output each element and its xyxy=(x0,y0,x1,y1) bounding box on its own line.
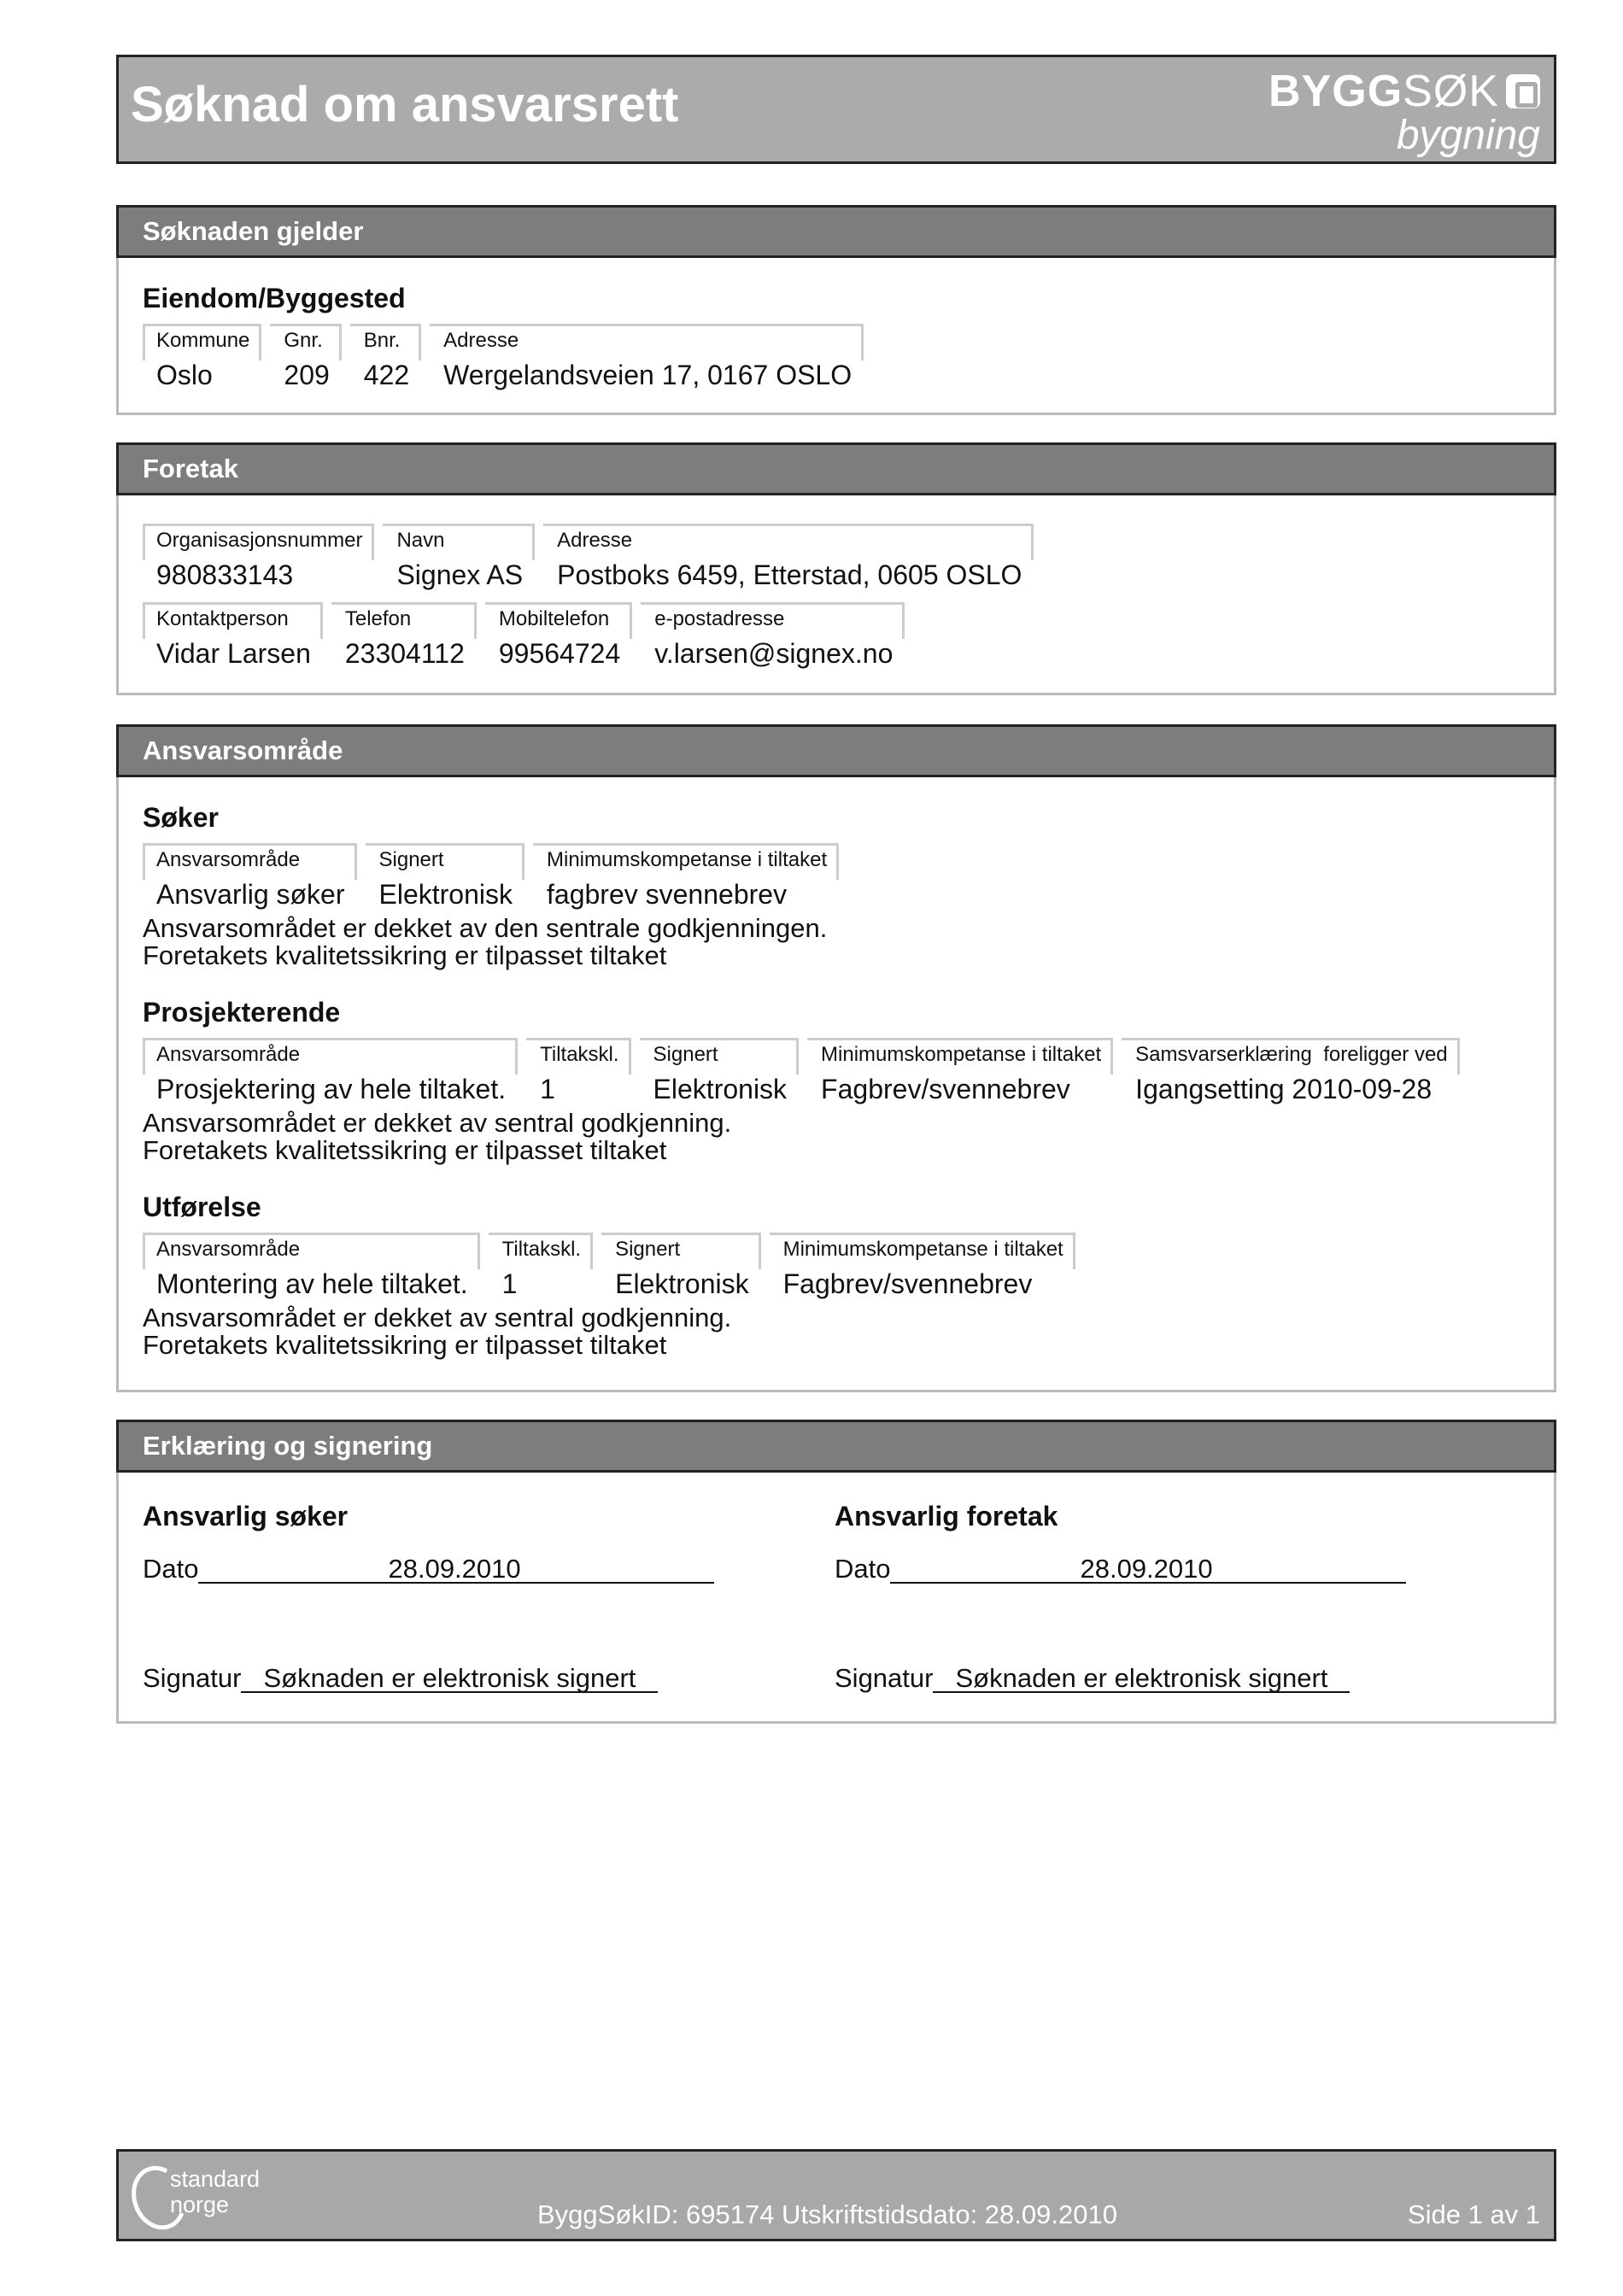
field-tiltakskl xyxy=(489,1233,593,1301)
field-adresse xyxy=(430,324,864,392)
byggsok-icon xyxy=(1506,74,1540,108)
field-label: Adresse xyxy=(557,529,633,552)
field-label: Mobiltelefon xyxy=(498,607,610,630)
field-kontaktperson xyxy=(143,602,323,671)
document-title: Søknad om ansvarsrett xyxy=(131,77,679,132)
field-label: Navn xyxy=(396,529,445,552)
field-value: Signex AS xyxy=(396,559,524,590)
field-label: Tiltakskl. xyxy=(540,1043,619,1066)
foretak-row-2 xyxy=(143,602,905,671)
field-ansvarsomrade xyxy=(143,1038,518,1106)
field-value: Ansvarlig søker xyxy=(156,879,345,910)
field-tiltakskl xyxy=(526,1038,630,1106)
field-label: e-postadresse xyxy=(654,607,785,630)
field-label: Adresse xyxy=(443,329,519,352)
soker-note-2: Foretakets kvalitetssikring er tilpasset tiltaket xyxy=(143,940,667,970)
field-value: 23304112 xyxy=(344,638,465,669)
field-label: Ansvarsområde xyxy=(156,848,301,871)
field-kommune xyxy=(143,324,261,392)
field-label: Samsvarserklæring foreligger ved xyxy=(1135,1043,1448,1066)
field-value: Fagbrev/svennebrev xyxy=(782,1268,1033,1299)
field-label: Kontaktperson xyxy=(156,607,289,630)
dato-value xyxy=(890,1556,1406,1584)
field-label: Bnr. xyxy=(363,329,401,352)
dato-text: 28.09.2010 xyxy=(388,1554,521,1584)
field-minimumskompetanse xyxy=(807,1038,1113,1106)
field-mobiltelefon xyxy=(485,602,632,671)
dato-text: 28.09.2010 xyxy=(1080,1554,1213,1584)
footer-info: ByggSøkID: 695174 Utskriftstidsdato: 28.09.2010 xyxy=(537,2199,1117,2229)
ansvarlig-foretak-title: Ansvarlig foretak xyxy=(835,1501,1058,1532)
section-heading: Foretak xyxy=(116,442,1556,495)
foretak-signatur-line xyxy=(835,1663,1350,1694)
page-number: Side 1 av 1 xyxy=(1407,2199,1540,2229)
field-value: 209 xyxy=(284,360,330,390)
soker-note-1: Ansvarsområdet er dekket av den sentrale godkjenningen. xyxy=(143,913,828,943)
signatur-text: Søknaden er elektronisk signert xyxy=(263,1663,636,1693)
field-label: Organisasjonsnummer xyxy=(156,529,363,552)
utforelse-note-1: Ansvarsområdet er dekket av sentral godkjenning. xyxy=(143,1303,732,1332)
field-label: Ansvarsområde xyxy=(156,1238,301,1261)
soker-title: Søker xyxy=(143,802,219,833)
field-value: Montering av hele tiltaket. xyxy=(156,1268,468,1299)
field-value: 99564724 xyxy=(498,638,621,669)
field-minimumskompetanse xyxy=(533,843,839,911)
prosjekterende-title: Prosjekterende xyxy=(143,997,341,1028)
signatur-text: Søknaden er elektronisk signert xyxy=(955,1663,1328,1693)
signatur-value xyxy=(241,1663,658,1693)
field-value: 1 xyxy=(501,1268,518,1299)
field-value: Elektronisk xyxy=(615,1268,749,1299)
field-value: 980833143 xyxy=(156,559,294,590)
field-value: fagbrev svennebrev xyxy=(547,879,788,910)
logo-line-2: norge xyxy=(170,2192,230,2217)
document-header xyxy=(116,55,1556,164)
signatur-label: Signatur xyxy=(835,1663,934,1693)
field-signert xyxy=(601,1233,761,1301)
field-label: Gnr. xyxy=(284,329,323,352)
section-soknaden-gjelder xyxy=(116,205,1556,415)
prosjekterende-note-1: Ansvarsområdet er dekket av sentral godkjenning. xyxy=(143,1108,732,1138)
logo-line-1: standard xyxy=(170,2166,261,2192)
section-heading: Søknaden gjelder xyxy=(116,205,1556,258)
prosjekterende-note-2: Foretakets kvalitetssikring er tilpasset tiltaket xyxy=(143,1135,667,1165)
field-label: Minimumskompetanse i tiltaket xyxy=(821,1043,1102,1066)
field-value: Prosjektering av hele tiltaket. xyxy=(156,1074,507,1104)
field-value: Fagbrev/svennebrev xyxy=(821,1074,1070,1104)
section-heading: Ansvarsområde xyxy=(116,724,1556,777)
foretak-row-1 xyxy=(143,524,1034,592)
field-label: Minimumskompetanse i tiltaket xyxy=(547,848,828,871)
field-telefon xyxy=(331,602,477,671)
field-label: Signert xyxy=(378,848,444,871)
field-value: Vidar Larsen xyxy=(156,638,311,669)
field-value: Postboks 6459, Etterstad, 0605 OSLO xyxy=(557,559,1022,590)
eiendom-fields xyxy=(143,324,864,392)
field-navn xyxy=(383,524,535,592)
field-value: Oslo xyxy=(156,360,213,390)
section-foretak xyxy=(116,442,1556,695)
field-signert xyxy=(640,1038,800,1106)
field-label: Signert xyxy=(653,1043,718,1066)
field-minimumskompetanse xyxy=(770,1233,1075,1301)
section-erklaering xyxy=(116,1420,1556,1724)
field-value: Igangsetting 2010-09-28 xyxy=(1135,1074,1433,1104)
prosjekterende-fields xyxy=(143,1038,1460,1106)
byggsok-logo xyxy=(1250,67,1540,156)
document-footer xyxy=(116,2149,1556,2241)
field-label: Minimumskompetanse i tiltaket xyxy=(782,1238,1063,1261)
field-signert xyxy=(366,843,525,911)
field-adresse xyxy=(543,524,1034,592)
signatur-label: Signatur xyxy=(143,1663,242,1693)
logo-sub: bygning xyxy=(1396,113,1540,158)
soker-dato-line xyxy=(143,1554,714,1584)
dato-label: Dato xyxy=(143,1554,199,1584)
field-value: Elektronisk xyxy=(653,1074,788,1104)
field-label: Telefon xyxy=(344,607,412,630)
field-value: 422 xyxy=(363,360,410,390)
field-samsvarserklaering xyxy=(1122,1038,1459,1106)
soker-signatur-line xyxy=(143,1663,658,1694)
ansvarlig-soker-title: Ansvarlig søker xyxy=(143,1501,349,1532)
foretak-dato-line xyxy=(835,1554,1406,1584)
section-ansvarsomrade xyxy=(116,724,1556,1392)
field-label: Ansvarsområde xyxy=(156,1043,301,1066)
field-ansvarsomrade xyxy=(143,1233,480,1301)
field-gnr xyxy=(270,324,341,392)
soker-fields xyxy=(143,843,839,911)
eiendom-title: Eiendom/Byggested xyxy=(143,283,406,313)
field-label: Signert xyxy=(615,1238,681,1261)
utforelse-note-2: Foretakets kvalitetssikring er tilpasset tiltaket xyxy=(143,1330,667,1360)
field-ansvarsomrade xyxy=(143,843,357,911)
logo-brand-bold: BYGG xyxy=(1269,67,1403,116)
standard-norge-logo xyxy=(132,2164,278,2232)
field-value: v.larsen@signex.no xyxy=(654,638,894,669)
field-epostadresse xyxy=(641,602,905,671)
section-heading: Erklæring og signering xyxy=(116,1420,1556,1473)
field-value: 1 xyxy=(540,1074,555,1104)
signatur-value xyxy=(933,1663,1350,1693)
field-bnr xyxy=(350,324,421,392)
field-value: Wergelandsveien 17, 0167 OSLO xyxy=(443,360,853,390)
utforelse-fields xyxy=(143,1233,1075,1301)
field-label: Kommune xyxy=(156,329,250,352)
dato-value xyxy=(198,1556,714,1584)
logo-brand-light: SØK xyxy=(1403,67,1499,116)
dato-label: Dato xyxy=(835,1554,891,1584)
field-value: Elektronisk xyxy=(378,879,513,910)
field-organisasjonsnummer xyxy=(143,524,374,592)
utforelse-title: Utførelse xyxy=(143,1192,261,1222)
field-label: Tiltakskl. xyxy=(501,1238,582,1261)
